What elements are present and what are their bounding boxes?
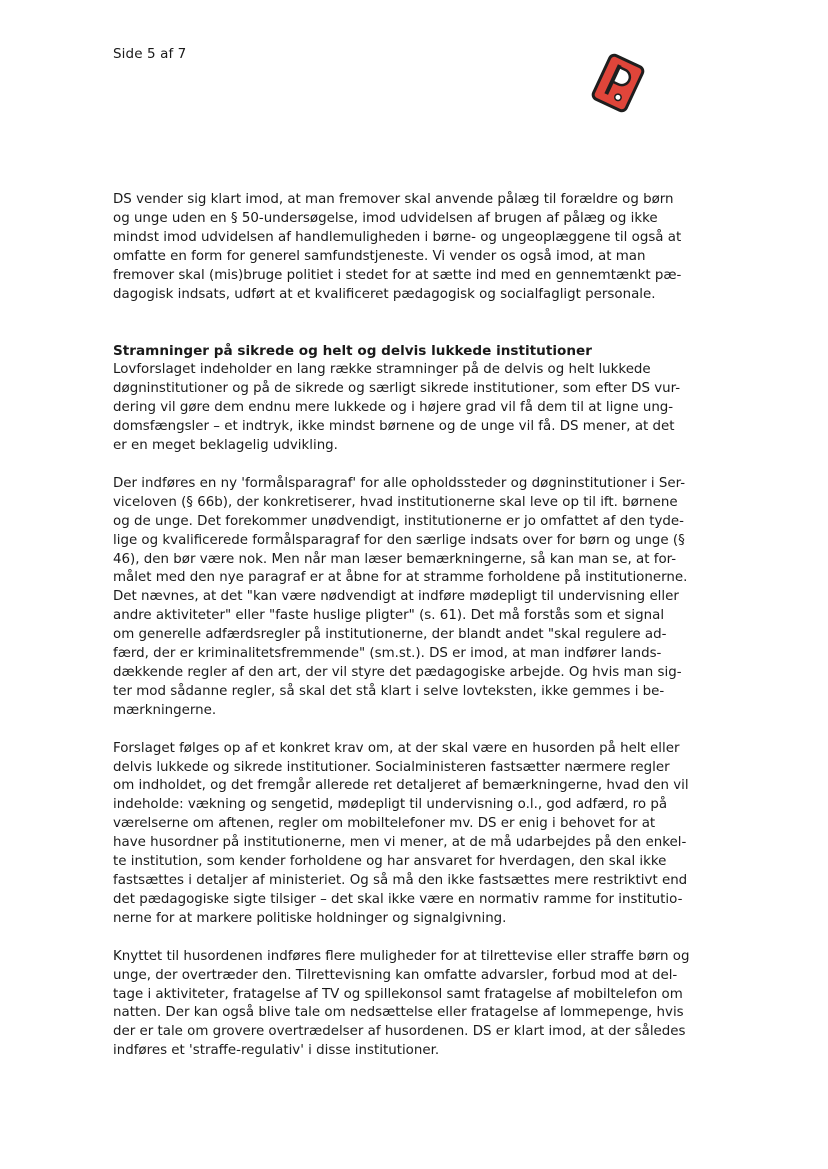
- text-line: mærkningerne.: [113, 702, 217, 718]
- text-line: mindst imod udvidelsen af handlemuligheden i børne- og ungeoplæggene til også at: [113, 229, 682, 245]
- text-line: nerne for at markere politiske holdninger og signalgivning.: [113, 910, 507, 926]
- text-line: domsfængsler – et indtryk, ikke mindst børnene og de unge vil få. DS mener, at det: [113, 419, 675, 435]
- text-line: fastsættes i detaljer af ministeriet. Og så må den ikke fastsættes mere restriktivt end: [113, 873, 688, 888]
- text-line: om indholdet, og det fremgår allerede ret detaljeret af bemærkningerne, hvad den vil: [113, 778, 689, 794]
- text-line: døgninstitutioner og på de sikrede og særligt sikrede institutioner, som efter DS vur-: [113, 381, 681, 397]
- text-line: DS vender sig klart imod, at man fremover skal anvende pålæg til forældre og børn: [113, 192, 674, 207]
- text-line: lige og kvalificerede formålsparagraf for den særlige indsats over for børn og unge (§: [113, 532, 685, 548]
- text-line: indføres et 'straffe-regulativ' i disse institutioner.: [113, 1043, 440, 1059]
- paragraph-3: [113, 475, 688, 721]
- text-line: ter mod sådanne regler, så skal det stå klart i selve lovteksten, ikke gemmes i be-: [113, 683, 665, 699]
- text-line: færd, der er kriminalitetsfremmende" (sm.st.). DS er imod, at man indfører lands-: [113, 646, 662, 662]
- text-line: Lovforslaget indeholder en lang række stramninger på de delvis og helt lukkede: [113, 362, 651, 378]
- text-line: tage i aktiviteter, fratagelse af TV og spillekonsol samt fratagelse af mobiltelefon om: [113, 986, 683, 1002]
- ds-logo-icon: [585, 50, 651, 116]
- paragraph-4: [113, 740, 688, 929]
- text-line: delvis lukkede og sikrede institutioner. Socialministeren fastsætter nærmere regler: [113, 759, 670, 775]
- text-line: omfatte en form for generel samfundstjeneste. Vi vender os også imod, at man: [113, 248, 646, 264]
- text-line: unge, der overtræder den. Tilrettevisning kan omfatte advarsler, forbud mod at del-: [113, 967, 678, 983]
- document-body: [113, 191, 688, 1061]
- text-line: og unge uden en § 50-undersøgelse, imod udvidelsen af brugen af pålæg og ikke: [113, 210, 658, 226]
- text-line: Forslaget følges op af et konkret krav om, at der skal være en husorden på helt eller: [113, 740, 680, 756]
- text-line: Det nævnes, at det "kan være nødvendigt at indføre mødepligt til undervisning eller: [113, 589, 679, 605]
- text-line: værelserne om aftenen, regler om mobiltelefoner mv. DS er enig i behovet for at: [113, 816, 656, 832]
- text-line: målet med den nye paragraf er at åbne for at stramme forholdene på institutionerne.: [113, 570, 688, 586]
- text-line: andre aktiviteter" eller "faste huslige pligter" (s. 61). Det må forstås som et signal: [113, 608, 665, 624]
- text-line: der er tale om grovere overtrædelser af husordenen. DS er klart imod, at der således: [113, 1024, 686, 1040]
- text-line: dækkende regler af den art, der vil styre det pædagogiske arbejde. Og hvis man sig-: [113, 664, 682, 680]
- paragraph-2: [113, 361, 688, 456]
- text-line: om generelle adfærdsregler på institutionerne, der blandt andet "skal regulere ad-: [113, 627, 667, 643]
- text-line: viceloven (§ 66b), der konkretiserer, hvad institutionerne skal leve op til ift. børnene: [113, 494, 678, 510]
- text-line: Knyttet til husordenen indføres flere muligheder for at tilrettevise eller straffe børn og: [113, 948, 690, 964]
- text-line: natten. Der kan også blive tale om nedsættelse eller fratagelse af lommepenge, hvis: [113, 1005, 684, 1021]
- section-heading: Stramninger på sikrede og helt og delvis lukkede institutioner: [113, 343, 592, 360]
- text-line: det pædagogiske sigte tilsiger – det skal ikke være en normativ ramme for institutio-: [113, 891, 683, 907]
- text-line: dagogisk indsats, udført at et kvalificeret pædagogisk og socialfagligt personale.: [113, 286, 656, 302]
- text-line: Der indføres en ny 'formålsparagraf' for alle opholdssteder og døgninstitutioner i Ser-: [113, 475, 686, 491]
- text-line: have husordner på institutionerne, men vi mener, at de må udarbejdes på den enkel-: [113, 835, 687, 851]
- text-line: indeholde: vækning og sengetid, mødepligt til undervisning o.l., god adfærd, ro på: [113, 797, 668, 813]
- text-line: er en meget beklagelig udvikling.: [113, 437, 338, 453]
- page-number: Side 5 af 7: [113, 46, 187, 62]
- text-line: dering vil gøre dem endnu mere lukkede og i højere grad vil få dem til at ligne ung-: [113, 400, 674, 416]
- text-line: te institution, som kender forholdene og har ansvaret for hverdagen, den skal ikke: [113, 854, 667, 870]
- paragraph-1: [113, 191, 688, 304]
- text-line: fremover skal (mis)bruge politiet i stedet for at sætte ind med en gennemtænkt pæ-: [113, 267, 682, 283]
- text-line: 46), den bør være nok. Men når man læser bemærkningerne, så kan man se, at for-: [113, 551, 677, 567]
- text-line: og de unge. Det forekommer unødvendigt, institutionerne er jo omfattet af den tyde-: [113, 513, 684, 529]
- paragraph-5: [113, 948, 688, 1061]
